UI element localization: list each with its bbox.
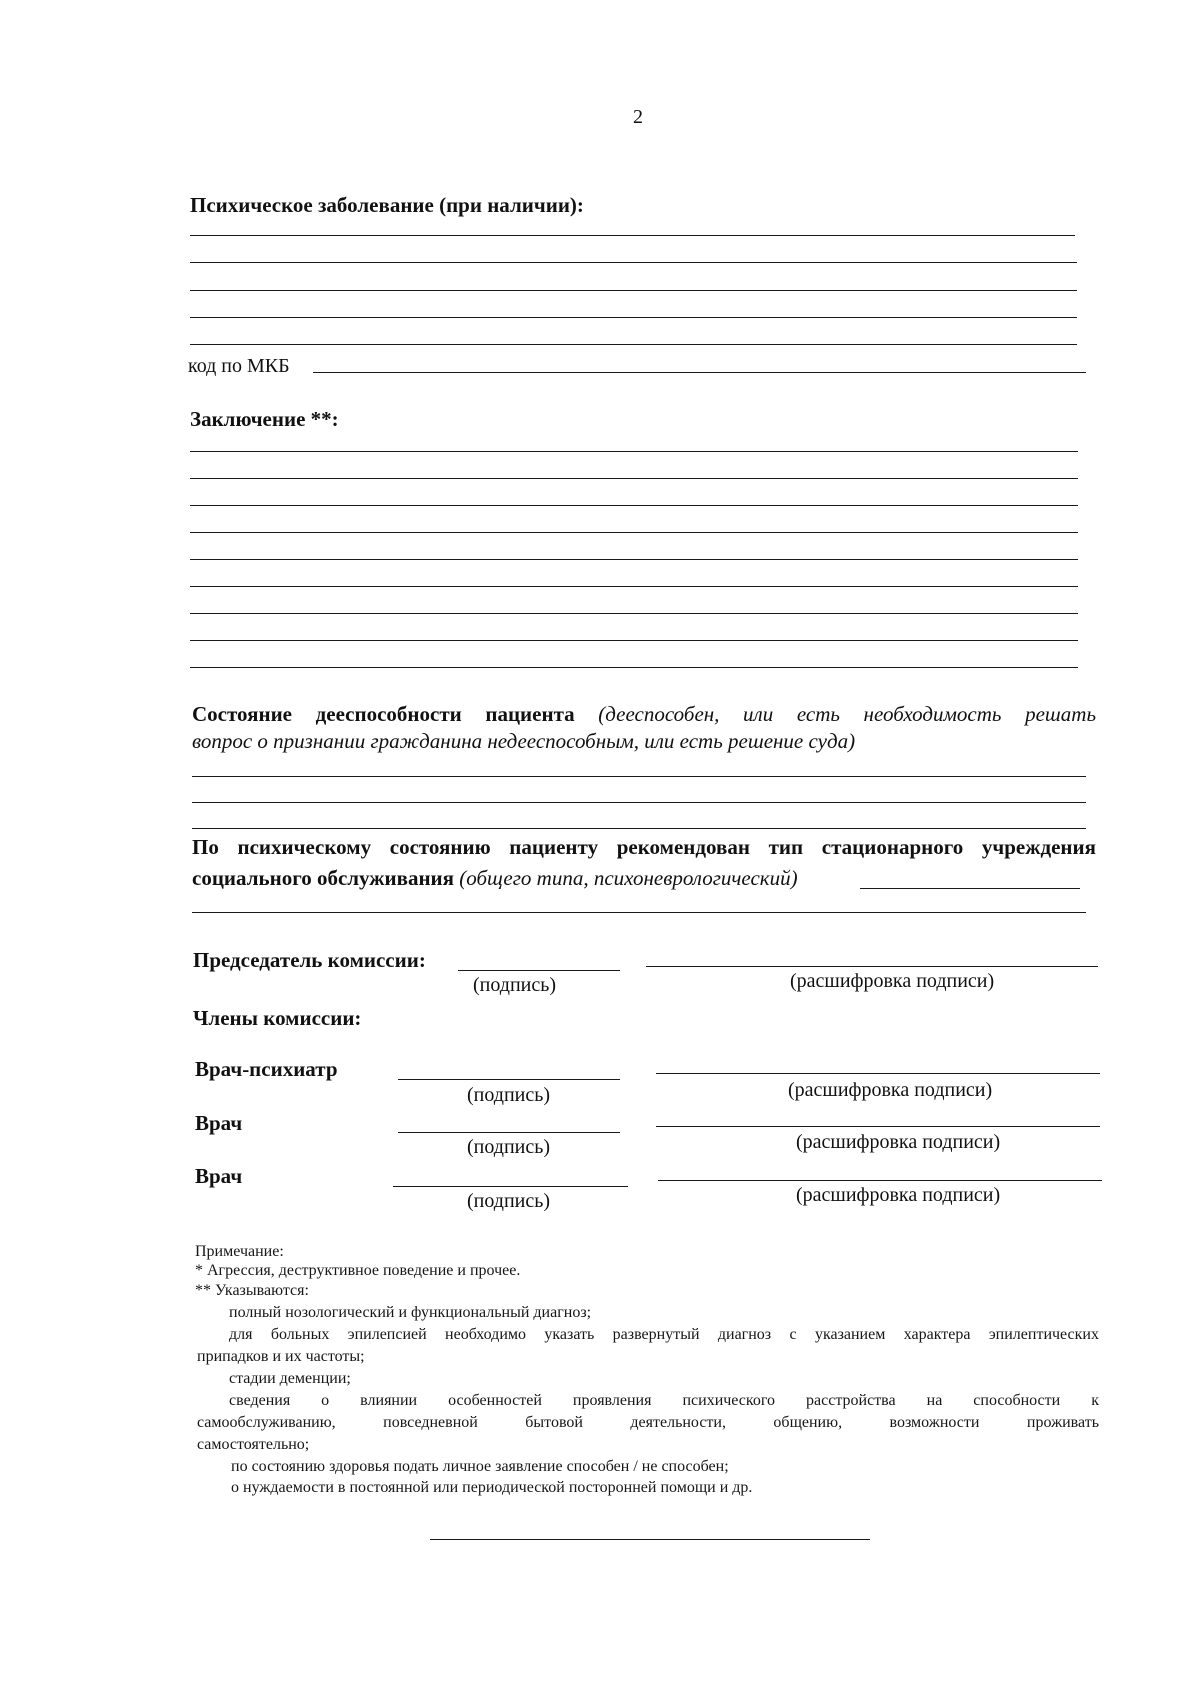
chairman-decode-field[interactable] xyxy=(646,966,1098,967)
notes-item2-b: припадков и их частоты; xyxy=(197,1348,365,1365)
mental-illness-line-1[interactable] xyxy=(190,235,1075,236)
page-number: 2 xyxy=(633,106,643,128)
psychiatrist-label: Врач-психиатр xyxy=(195,1057,338,1081)
icd-code-field[interactable] xyxy=(313,372,1086,373)
notes-item4-c: самостоятельно; xyxy=(197,1436,310,1453)
conclusion-line-9[interactable] xyxy=(190,667,1078,668)
notes-item5: по состоянию здоровья подать личное заявление способен / не способен; xyxy=(231,1458,729,1475)
doctor1-decode-field[interactable] xyxy=(656,1126,1100,1127)
conclusion-line-8[interactable] xyxy=(190,640,1078,641)
capacity-line-1 xyxy=(192,702,1096,727)
chairman-decode-caption: (расшифровка подписи) xyxy=(790,970,995,992)
recommendation-hint: (общего типа, психоневрологический) xyxy=(459,866,798,890)
recommendation-label: социального обслуживания xyxy=(192,866,455,890)
notes-item6: о нуждаемости в постоянной или периодической посторонней помощи и др. xyxy=(231,1479,753,1496)
doctor2-decode-caption: (расшифровка подписи) xyxy=(796,1184,1001,1206)
members-label: Члены комиссии: xyxy=(193,1006,362,1030)
capacity-hint-2: вопрос о признании гражданина недееспособным, или есть решение суда) xyxy=(192,729,856,753)
doctor2-label: Врач xyxy=(195,1164,243,1188)
notes-title: Примечание: xyxy=(195,1243,284,1260)
conclusion-label: Заключение **: xyxy=(190,407,339,431)
notes-item4-a: сведения о влиянии особенностей проявления психического расстройства на способности к xyxy=(229,1392,1099,1409)
capacity-line-c[interactable] xyxy=(192,828,1086,829)
conclusion-line-1[interactable] xyxy=(190,451,1078,452)
conclusion-line-5[interactable] xyxy=(190,559,1078,560)
mental-illness-line-5[interactable] xyxy=(190,344,1077,345)
conclusion-line-6[interactable] xyxy=(190,586,1078,587)
chairman-signature-field[interactable] xyxy=(458,970,620,971)
closing-divider xyxy=(430,1539,870,1540)
conclusion-line-3[interactable] xyxy=(190,505,1078,506)
doctor2-signature-field[interactable] xyxy=(393,1186,628,1187)
notes-item4-b: самообслуживанию, повседневной бытовой деятельности, общению, возможности проживать xyxy=(197,1414,1099,1431)
icd-code-label: код по МКБ xyxy=(188,355,290,377)
chairman-signature-caption: (подпись) xyxy=(473,974,557,996)
conclusion-line-4[interactable] xyxy=(190,532,1078,533)
conclusion-line-2[interactable] xyxy=(190,478,1078,479)
doctor1-signature-caption: (подпись) xyxy=(467,1136,551,1158)
recommendation-line-1: По психическому состоянию пациенту рекомендован тип стационарного учреждения xyxy=(192,835,1096,859)
psychiatrist-decode-caption: (расшифровка подписи) xyxy=(788,1079,993,1101)
notes-item1: полный нозологический и функциональный диагноз; xyxy=(229,1304,592,1321)
capacity-line-a[interactable] xyxy=(192,776,1086,777)
doctor1-decode-caption: (расшифровка подписи) xyxy=(796,1131,1001,1153)
capacity-hint-1: (дееспособен, или есть необходимость решать xyxy=(598,702,1096,726)
psychiatrist-signature-field[interactable] xyxy=(398,1079,620,1080)
psychiatrist-decode-field[interactable] xyxy=(656,1073,1100,1074)
capacity-line-b[interactable] xyxy=(192,802,1086,803)
notes-item2-a: для больных эпилепсией необходимо указать развернутый диагноз с указанием характера эпилептических xyxy=(229,1326,1099,1343)
doctor1-label: Врач xyxy=(195,1111,243,1135)
doctor1-signature-field[interactable] xyxy=(398,1132,620,1133)
mental-illness-label: Психическое заболевание (при наличии): xyxy=(190,193,584,217)
mental-illness-line-3[interactable] xyxy=(190,290,1077,291)
doctor2-decode-field[interactable] xyxy=(658,1180,1102,1181)
conclusion-line-7[interactable] xyxy=(190,613,1078,614)
mental-illness-line-4[interactable] xyxy=(190,317,1077,318)
chairman-label: Председатель комиссии: xyxy=(193,948,426,972)
psychiatrist-signature-caption: (подпись) xyxy=(467,1084,551,1106)
doctor2-signature-caption: (подпись) xyxy=(467,1190,551,1212)
recommendation-line-2 xyxy=(192,866,798,891)
notes-star1: * Агрессия, деструктивное поведение и прочее. xyxy=(195,1262,521,1279)
capacity-label: Состояние дееспособности пациента xyxy=(192,702,575,726)
recommendation-field[interactable] xyxy=(192,912,1086,913)
notes-item3: стадии деменции; xyxy=(229,1370,351,1387)
recommendation-inline-field[interactable] xyxy=(860,888,1080,889)
notes-star2: ** Указываются: xyxy=(195,1282,309,1299)
mental-illness-line-2[interactable] xyxy=(190,262,1077,263)
